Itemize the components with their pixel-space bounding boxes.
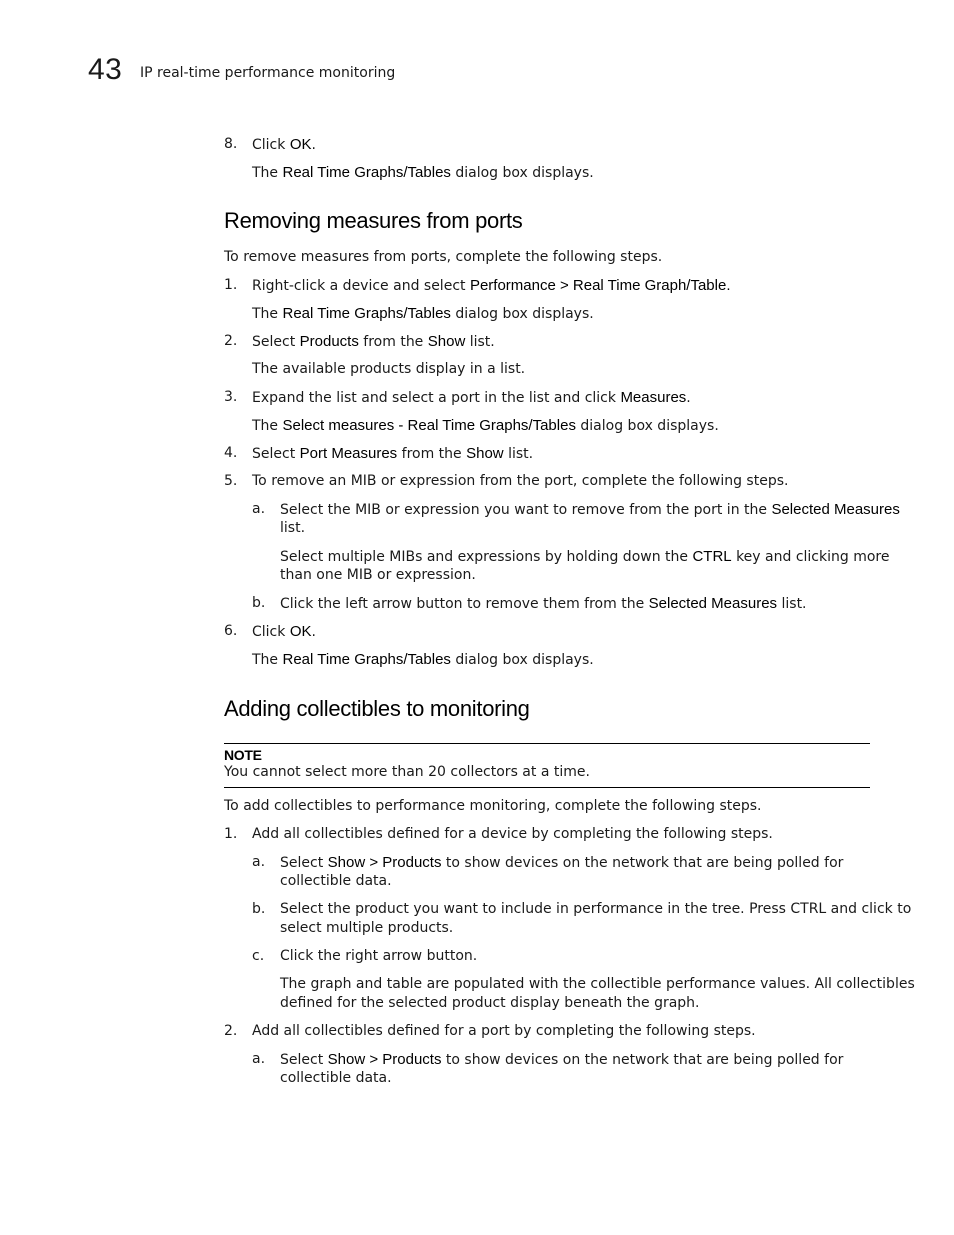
ui-term: Show > Products (327, 1051, 442, 1068)
section-heading: Adding collectibles to monitoring (224, 696, 530, 721)
note-bottom-rule (224, 787, 870, 788)
ui-term: Performance > Real Time Graph/Table. (469, 277, 731, 294)
step-number: 2. (224, 1023, 238, 1039)
section-lead: To add collectibles to performance monitoring, complete the following steps. (224, 798, 762, 814)
substep-text: Select the product you want to include in performance in the tree. Press CTRL and click to (280, 901, 912, 917)
step-text: Add all collectibles defined for a device by completing the following steps. (252, 826, 773, 842)
substep-letter: a. (252, 1051, 266, 1067)
step-number: 1. (224, 826, 238, 842)
step-number: 6. (224, 623, 238, 639)
step-text: Right-click a device and select Performance > Real Time Graph/Table. (252, 277, 731, 294)
ui-term: Selected Measures (648, 595, 778, 612)
ui-term: Selected Measures (771, 501, 900, 518)
substep-letter: a. (252, 501, 266, 517)
substep-text-continued: collectible data. (280, 873, 392, 889)
substep-letter: b. (252, 595, 266, 611)
substep-result: The graph and table are populated with the collectible performance values. All collectibles (280, 976, 915, 992)
section-heading: Removing measures from ports (224, 208, 523, 233)
ui-term: Measures (620, 389, 687, 406)
step-text: Select Port Measures from the Show list. (252, 445, 534, 462)
substep-letter: a. (252, 854, 266, 870)
substep-text-continued: collectible data. (280, 1070, 392, 1086)
step-number: 4. (224, 445, 238, 461)
ui-term: Show (427, 333, 466, 350)
substep-result: Select multiple MIBs and expressions by holding down the CTRL key and clicking more (280, 548, 890, 565)
section-lead: To remove measures from ports, complete the following steps. (224, 249, 663, 265)
ui-term: OK (289, 623, 312, 640)
substep-text: Click the left arrow button to remove them from the Selected Measures list. (280, 595, 807, 612)
chapter-title: IP real-time performance monitoring (140, 65, 396, 81)
ui-term: Port Measures (299, 445, 398, 462)
note-text: You cannot select more than 20 collectors at a time. (224, 764, 590, 780)
step-number: 1. (224, 277, 238, 293)
ui-term: Real Time Graphs/Tables (282, 305, 451, 322)
substep-text-continued: list. (280, 520, 306, 536)
ui-term: Show (466, 445, 504, 462)
step-result: The Real Time Graphs/Tables dialog box displays. (252, 651, 594, 668)
ui-term: OK (289, 136, 312, 153)
note-label: NOTE (224, 747, 262, 763)
chapter-number: 43 (88, 53, 123, 86)
ui-term: Select measures - Real Time Graphs/Tables (282, 417, 576, 434)
substep-text: Select Show > Products to show devices on the network that are being polled for (280, 1051, 844, 1068)
ui-term: CTRL (692, 548, 732, 565)
substep-result-continued: than one MIB or expression. (280, 567, 476, 583)
step-text: Click OK. (252, 136, 316, 153)
substep-text-continued: select multiple products. (280, 920, 454, 936)
substep-text: Select the MIB or expression you want to remove from the port in the Selected Measures (280, 501, 900, 518)
step-result: The Select measures - Real Time Graphs/Tables dialog box displays. (252, 417, 719, 434)
step-number: 3. (224, 389, 238, 405)
step-number: 2. (224, 333, 238, 349)
step-number: 5. (224, 473, 238, 489)
substep-text: Select Show > Products to show devices on the network that are being polled for (280, 854, 844, 871)
step-text: Add all collectibles defined for a port by completing the following steps. (252, 1023, 756, 1039)
step-result: The Real Time Graphs/Tables dialog box displays. (252, 305, 594, 322)
step-number: 8. (224, 136, 238, 152)
substep-result-continued: defined for the selected product display beneath the graph. (280, 995, 700, 1011)
note-top-rule (224, 743, 870, 744)
step-text: To remove an MIB or expression from the port, complete the following steps. (252, 473, 789, 489)
ui-term: Real Time Graphs/Tables (282, 164, 451, 181)
step-result: The Real Time Graphs/Tables dialog box displays. (252, 164, 594, 181)
ui-term: Real Time Graphs/Tables (282, 651, 451, 668)
ui-term: Show > Products (327, 854, 442, 871)
step-result: The available products display in a list. (252, 361, 526, 377)
substep-letter: b. (252, 901, 266, 917)
substep-text: Click the right arrow button. (280, 948, 478, 964)
ui-term: Products (299, 333, 359, 350)
substep-letter: c. (252, 948, 265, 964)
step-text: Select Products from the Show list. (252, 333, 495, 350)
step-text: Click OK. (252, 623, 316, 640)
step-text: Expand the list and select a port in the list and click Measures. (252, 389, 691, 406)
